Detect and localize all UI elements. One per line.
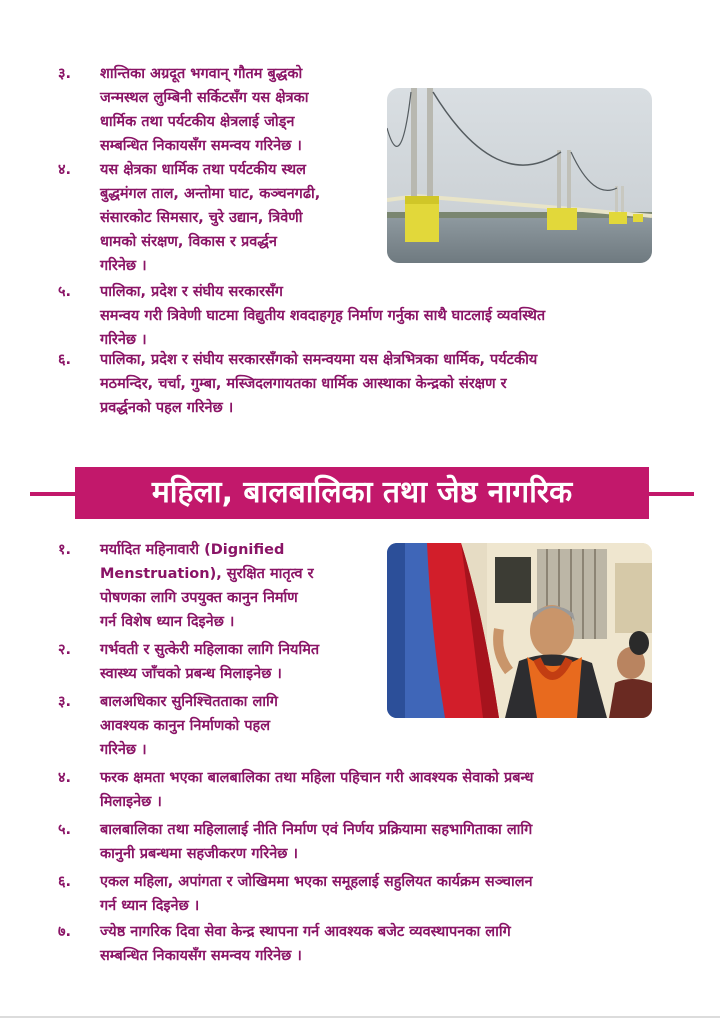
item-line: गरिनेछ ।: [100, 258, 147, 274]
item-line: गरिनेछ ।: [100, 332, 147, 348]
item-line: गर्न ध्यान दिइनेछ ।: [100, 898, 200, 914]
list-item: [58, 690, 378, 762]
item-number: ४.: [58, 770, 72, 786]
item-line: ज्येष्ठ नागरिक दिवा सेवा केन्द्र स्थापना गर्न आवश्यक बजेट व्यवस्थापनका लागि: [100, 924, 511, 940]
banner-line-right: [648, 492, 694, 496]
item-number: ३.: [58, 694, 72, 710]
item-line: पालिका, प्रदेश र संघीय सरकारसँगको समन्वयमा यस क्षेत्रभित्रका धार्मिक, पर्यटकीय: [100, 352, 538, 368]
banner-line-left: [30, 492, 76, 496]
item-number: ७.: [58, 924, 72, 940]
item-line: प्रवर्द्धनको पहल गरिनेछ ।: [100, 400, 234, 416]
inauguration-photo: [387, 543, 652, 718]
item-line: बुद्धमंगल ताल, अन्तोमा घाट, कञ्चनगढी,: [100, 186, 321, 202]
list-item: [58, 538, 378, 634]
item-line: मर्यादित महिनावारी (Dignified: [100, 542, 285, 558]
item-line: गर्भवती र सुत्केरी महिलाका लागि नियमित: [100, 642, 320, 658]
page-bottom-divider: [0, 1016, 720, 1018]
item-line: Menstruation), सुरक्षित मातृत्व र: [100, 566, 314, 582]
item-line: आवश्यक कानुन निर्माणको पहल: [100, 718, 271, 734]
item-line: संसारकोट सिमसार, चुरे उद्यान, त्रिवेणी: [100, 210, 303, 226]
item-line: फरक क्षमता भएका बालबालिका तथा महिला पहिचान गरी आवश्यक सेवाको प्रबन्ध: [100, 770, 534, 786]
item-line: एकल महिला, अपांगता र जोखिममा भएका समूहलाई सहुलियत कार्यक्रम सञ्चालन: [100, 874, 533, 890]
list-item: [58, 920, 668, 968]
item-number: ५.: [58, 822, 72, 838]
unveiling-ceremony-image: [387, 543, 652, 718]
item-line: गरिनेछ ।: [100, 742, 147, 758]
item-line: धार्मिक तथा पर्यटकीय क्षेत्रलाई जोड्न: [100, 114, 295, 130]
item-line: सम्बन्धित निकायसँग समन्वय गरिनेछ ।: [100, 948, 302, 964]
item-line: जन्मस्थल लुम्बिनी सर्किटसँग यस क्षेत्रका: [100, 90, 309, 106]
item-number: ४.: [58, 162, 72, 178]
list-item: [58, 280, 668, 352]
item-line: धामको संरक्षण, विकास र प्रवर्द्धन: [100, 234, 277, 250]
section-heading-banner: महिला, बालबालिका तथा जेष्ठ नागरिक: [75, 467, 649, 519]
item-number: ५.: [58, 284, 72, 300]
item-line: पालिका, प्रदेश र संघीय सरकारसँग: [100, 284, 283, 300]
item-line: गर्न विशेष ध्यान दिइनेछ ।: [100, 614, 235, 630]
item-line: स्वास्थ्य जाँचको प्रबन्ध मिलाइनेछ ।: [100, 666, 282, 682]
item-number: ६.: [58, 352, 72, 368]
item-line: यस क्षेत्रका धार्मिक तथा पर्यटकीय स्थल: [100, 162, 306, 178]
list-item: [58, 158, 378, 278]
item-line: मिलाइनेछ ।: [100, 794, 162, 810]
item-line: पोषणका लागि उपयुक्त कानुन निर्माण: [100, 590, 298, 606]
list-item: [58, 348, 668, 420]
list-item: [58, 638, 378, 686]
item-number: २.: [58, 642, 72, 658]
item-line: बालअधिकार सुनिश्चितताका लागि: [100, 694, 278, 710]
item-line: बालबालिका तथा महिलालाई नीति निर्माण एवं निर्णय प्रक्रियामा सहभागिताका लागि: [100, 822, 533, 838]
item-line: मठमन्दिर, चर्चा, गुम्बा, मस्जिदलगायतका धार्मिक आस्थाका केन्द्रको संरक्षण र: [100, 376, 507, 392]
list-item: [58, 62, 378, 158]
item-number: ३.: [58, 66, 72, 82]
item-line: कानुनी प्रबन्धमा सहजीकरण गरिनेछ ।: [100, 846, 298, 862]
bridge-photo: [387, 88, 652, 263]
item-number: ६.: [58, 874, 72, 890]
item-line: शान्तिका अग्रदूत भगवान् गौतम बुद्धको: [100, 66, 303, 82]
list-item: [58, 870, 668, 918]
list-item: [58, 766, 668, 814]
list-item: [58, 818, 668, 866]
item-line: सम्बन्धित निकायसँग समन्वय गरिनेछ ।: [100, 138, 302, 154]
suspension-bridge-image: [387, 88, 652, 263]
item-line: समन्वय गरी त्रिवेणी घाटमा विद्युतीय शवदाहगृह निर्माण गर्नुका साथै घाटलाई व्यवस्थित: [100, 308, 546, 324]
item-number: १.: [58, 542, 72, 558]
